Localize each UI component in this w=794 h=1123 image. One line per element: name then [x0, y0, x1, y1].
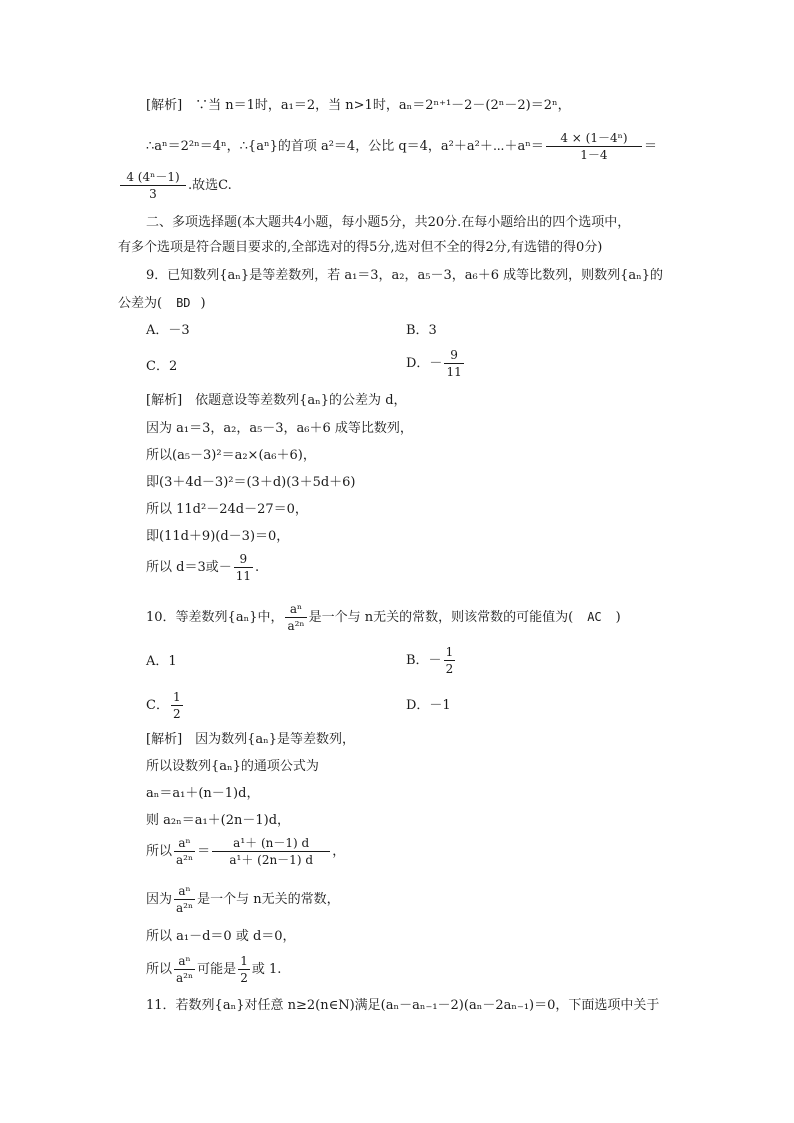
q9-solution-line-4: 即(3＋4d－3)²＝(3＋d)(3＋5d＋6)	[146, 475, 356, 490]
q10-solution-line-8: 所以 $\frac{\text{aⁿ}}{\text{a²ⁿ}}$ 可能是 $\frac{1}{2}$ 或 1.	[146, 954, 282, 985]
q10-result-fraction: $\frac{\text{aⁿ}}{\text{a²ⁿ}}$	[176, 954, 194, 985]
q10-option-b: B．－ $\frac{1}{2}$	[406, 645, 454, 676]
q9-solution-line-6: 即(11d＋9)(d－3)＝0，	[146, 529, 290, 544]
q10-option-a: A．1	[146, 654, 177, 669]
q10-solution-line-5: 所以 $\frac{\text{aⁿ}}{\text{a²ⁿ}}$ ＝ $\frac{\text{a¹＋ (n－1) d}}{\text{a¹＋ (2n－1) d}}$ ，	[146, 836, 346, 867]
q10-solution-line-6: 因为 $\frac{\text{aⁿ}}{\text{a²ⁿ}}$ 是一个与 n无关的常数，	[146, 884, 340, 915]
q10-expanded-fraction: $\frac{\text{a¹＋ (n－1) d}}{\text{a¹＋ (2n－1) d}}$	[212, 836, 330, 867]
q10-solution-line-1: [解析] 因为数列{aₙ}是等差数列，	[146, 732, 356, 747]
q10-option-b-fraction: $\frac{1}{2}$	[445, 645, 454, 676]
analysis-line-3	[118, 170, 232, 201]
result-fraction: $\frac{\text{4 (4ⁿ－1)}}{3}$	[120, 170, 186, 201]
q9-stem: 9．已知数列{aₙ}是等差数列，若 a₁＝3，a₂，a₅－3，a₆＋6 成等比数列，则数列{aₙ}的	[146, 268, 664, 283]
q9-option-a: A．－3	[146, 323, 190, 338]
q9-solution-line-5: 所以 11d²－24d－27＝0，	[146, 502, 308, 517]
q9-option-d-fraction: $\frac{9}{11}$	[446, 348, 462, 379]
q9-solution-line-3: 所以(a₅－3)²＝a₂×(a₆＋6)，	[146, 448, 316, 463]
q10-stem-fraction: $\frac{\text{aⁿ}}{\text{a²ⁿ}}$	[287, 602, 305, 633]
q9-solution-line-7: 所以 d＝3或－ $\frac{9}{11}$ .	[146, 552, 260, 583]
analysis-line-2	[146, 131, 657, 162]
q10-option-c: C． $\frac{1}{2}$	[146, 690, 181, 721]
q9-option-d: D．－ $\frac{9}{11}$	[406, 348, 462, 379]
q9-solution-line-1: [解析] 依题意设等差数列{aₙ}的公差为 d，	[146, 393, 407, 408]
q9-option-c: C．2	[146, 359, 178, 374]
q10-option-c-fraction: $\frac{1}{2}$	[172, 690, 181, 721]
analysis-text: ∴aⁿ＝2²ⁿ＝4ⁿ，∴{aⁿ}的首项 a²＝4，公比 q＝4，a²＋a²＋⋯＋aⁿ＝	[146, 139, 544, 154]
q9-answer: BD	[176, 296, 191, 310]
section-heading: 二、多项选择题(本大题共4小题，每小题5分，共20分.在每小题给出的四个选项中，	[146, 215, 631, 230]
q10-solution-line-4: 则 a₂ₙ＝a₁＋(2n－1)d，	[146, 813, 291, 828]
q10-solution-line-7: 所以 a₁－d＝0 或 d＝0，	[146, 929, 296, 944]
q9-stem-cont: 公差为( BD )	[118, 296, 206, 311]
q10-option-d: D．－1	[406, 698, 451, 713]
equals-sign: ＝	[643, 139, 657, 154]
q10-ratio-fraction: $\frac{\text{aⁿ}}{\text{a²ⁿ}}$	[176, 836, 194, 867]
q10-solution-line-3: aₙ＝a₁＋(n－1)d，	[146, 786, 260, 801]
q10-stem: 10．等差数列{aₙ}中， $\frac{\text{aⁿ}}{\text{a²ⁿ}}$ 是一个与 n无关的常数，则该常数的可能值为( AC )	[146, 602, 621, 633]
q10-half-fraction: $\frac{1}{2}$	[240, 954, 248, 985]
analysis-line-1: [解析] ∵当 n＝1时，a₁＝2，当 n>1时，aₙ＝2ⁿ⁺¹－2－(2ⁿ－2)＝2ⁿ，	[146, 98, 571, 113]
choose-c-text: .故选C.	[188, 178, 232, 193]
q9-solution-line-2: 因为 a₁＝3，a₂，a₅－3，a₆＋6 成等比数列，	[146, 421, 413, 436]
q10-answer: AC	[587, 610, 602, 624]
q10-constant-fraction: $\frac{\text{aⁿ}}{\text{a²ⁿ}}$	[176, 884, 194, 915]
q11-stem: 11．若数列{aₙ}对任意 n≥2(n∈N)满足(aₙ－aₙ₋₁－2)(aₙ－2aₙ₋₁)＝0，下面选项中关于	[146, 998, 660, 1013]
section-heading-cont: 有多个选项是符合题目要求的,全部选对的得5分,选对但不全的得2分,有选错的得0分)	[118, 240, 603, 255]
q9-solution-fraction: $\frac{9}{11}$	[235, 552, 252, 583]
sum-fraction: $\frac{\text{4 × (1－4ⁿ)}}{1-4}$	[546, 131, 642, 162]
q10-solution-line-2: 所以设数列{aₙ}的通项公式为	[146, 759, 319, 774]
q9-option-b: B．3	[406, 323, 437, 338]
